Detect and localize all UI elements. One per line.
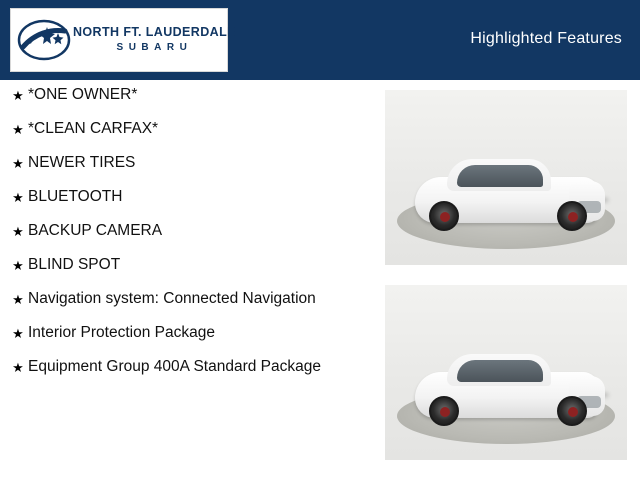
vehicle-rear-wheel xyxy=(429,396,459,426)
list-item xyxy=(0,322,370,344)
brake-caliper xyxy=(440,407,450,417)
vehicle-rear-wheel xyxy=(429,201,459,231)
list-item xyxy=(0,152,370,174)
vehicle-glass xyxy=(457,360,543,382)
brake-caliper xyxy=(568,212,578,222)
header-bar xyxy=(0,0,640,80)
feature-label: BACKUP CAMERA xyxy=(28,222,163,239)
dealer-brand: SUBARU xyxy=(116,42,193,54)
feature-label: BLIND SPOT xyxy=(28,256,121,273)
vehicle-photo-front-angle xyxy=(385,285,627,460)
star-bullet-icon: ★ xyxy=(12,88,24,103)
vehicle-front-wheel xyxy=(557,396,587,426)
page-title: Highlighted Features xyxy=(470,30,622,47)
feature-label: Interior Protection Package xyxy=(28,324,215,341)
feature-label: NEWER TIRES xyxy=(28,154,136,171)
brake-caliper xyxy=(440,212,450,222)
features-list xyxy=(0,84,370,390)
star-bullet-icon: ★ xyxy=(12,360,24,375)
list-item xyxy=(0,220,370,242)
star-bullet-icon: ★ xyxy=(12,224,24,239)
list-item xyxy=(0,356,370,378)
feature-label: *CLEAN CARFAX* xyxy=(28,120,159,137)
star-bullet-icon: ★ xyxy=(12,326,24,341)
star-bullet-icon: ★ xyxy=(12,258,24,273)
vehicle-front-wheel xyxy=(557,201,587,231)
star-bullet-icon: ★ xyxy=(12,122,24,137)
star-bullet-icon: ★ xyxy=(12,292,24,307)
feature-label: BLUETOOTH xyxy=(28,188,123,205)
feature-label: *ONE OWNER* xyxy=(28,86,138,103)
list-item xyxy=(0,118,370,140)
dealer-logo-text xyxy=(73,26,236,54)
brake-caliper xyxy=(568,407,578,417)
subaru-star-cluster-icon xyxy=(17,13,71,67)
vehicle-glass xyxy=(457,165,543,187)
feature-label: Equipment Group 400A Standard Package xyxy=(28,358,321,375)
list-item xyxy=(0,84,370,106)
dealer-logo xyxy=(10,8,236,72)
vehicle-photo-front-three-quarter xyxy=(385,90,627,265)
list-item xyxy=(0,288,370,310)
dealer-name: NORTH FT. LAUDERDALE xyxy=(73,25,236,40)
feature-label: Navigation system: Connected Navigation xyxy=(28,290,316,307)
list-item xyxy=(0,186,370,208)
vehicle-illustration xyxy=(407,338,607,430)
star-bullet-icon: ★ xyxy=(12,156,24,171)
list-item xyxy=(0,254,370,276)
vehicle-illustration xyxy=(407,143,607,235)
star-bullet-icon: ★ xyxy=(12,190,24,205)
